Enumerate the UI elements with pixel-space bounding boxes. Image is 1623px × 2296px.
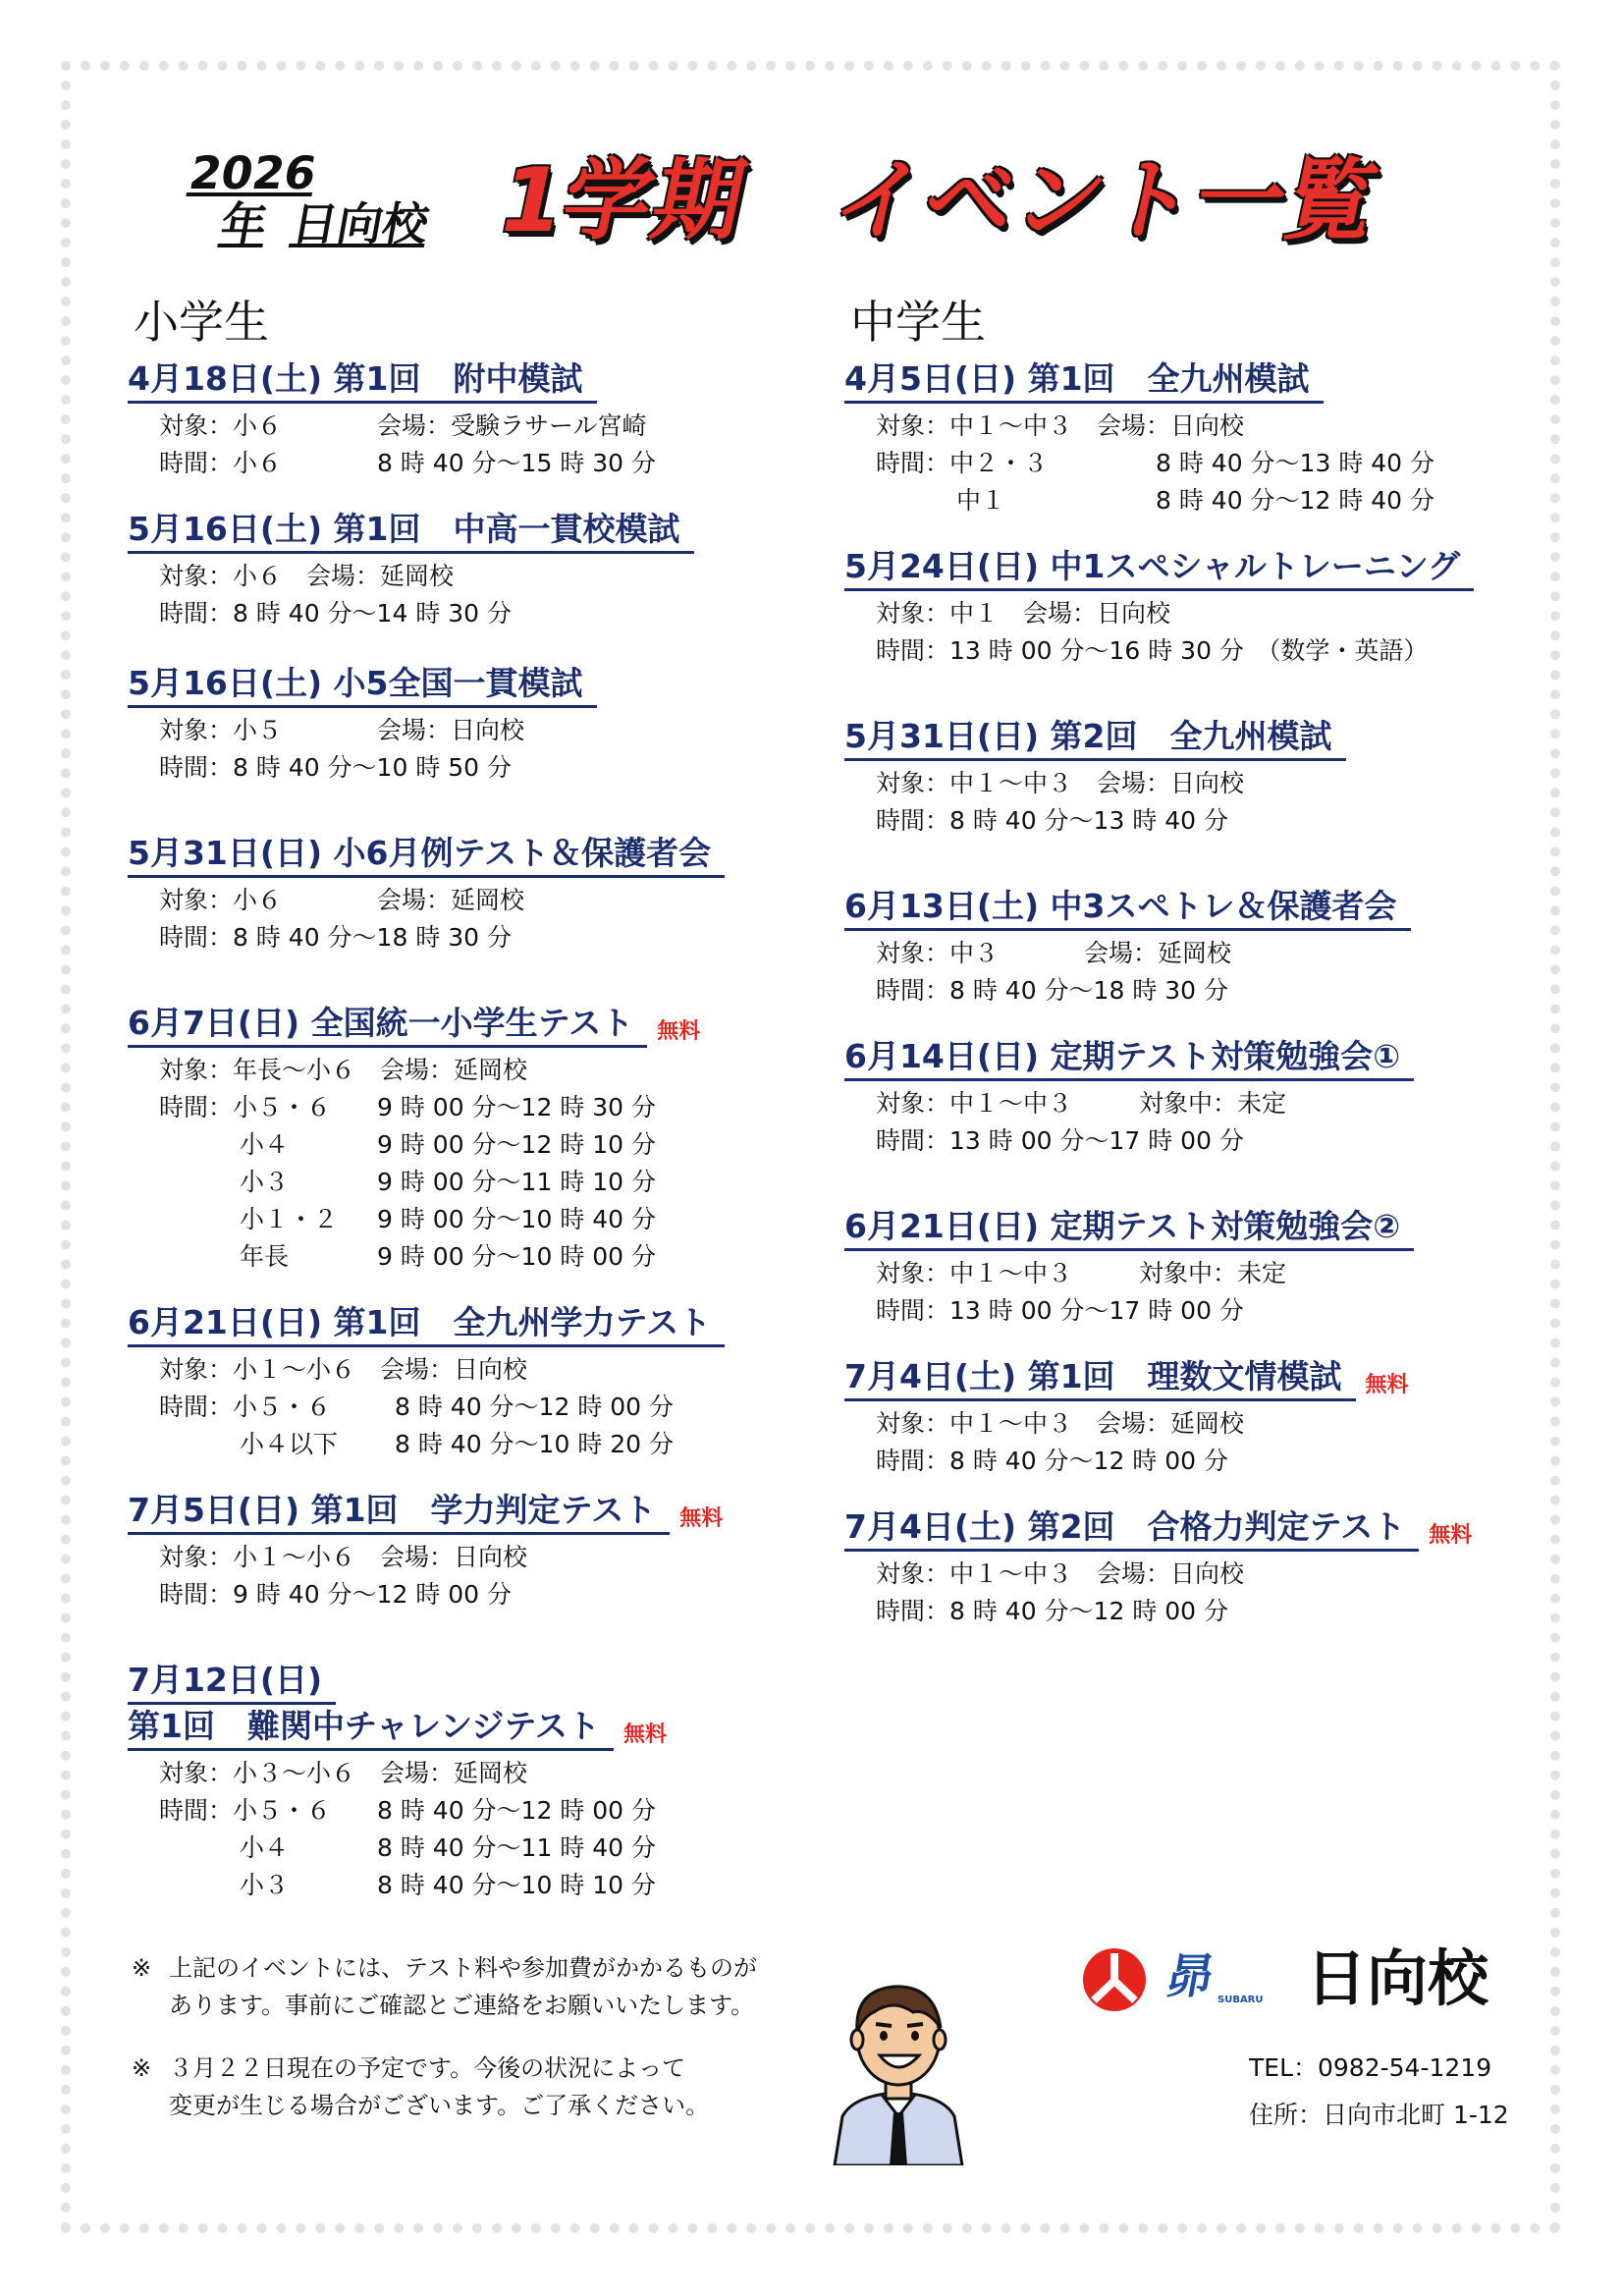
event-row [844, 765, 1532, 802]
notes [132, 1949, 839, 2150]
row-key: 小１・２ [240, 1205, 339, 1233]
row-value: 8 時 40 分～12 時 00 分 [395, 1393, 675, 1421]
row-key: 対象：中１ 会場：日向校 [876, 599, 1171, 628]
event-title-text: 第1回 難関中チャレンジテスト [128, 1707, 601, 1745]
event-title: 6月14日(日) 定期テスト対策勉強会① [844, 1035, 1414, 1081]
row-value: 9 時 00 分～12 時 10 分 [377, 1130, 657, 1159]
elementary-heading: 小学生 [134, 296, 269, 349]
event-title: 4月18日(土) 第1回 附中模試 [128, 357, 597, 404]
row-value: 8 時 40 分～12 時 40 分 [1156, 486, 1435, 515]
row-value: 8 時 40 分～13 時 40 分 [1156, 449, 1435, 477]
event-row [844, 1085, 1532, 1122]
row-key: 時間：8 時 40 分～18 時 30 分 [159, 923, 513, 952]
row-key: 時間：8 時 40 分～12 時 00 分 [876, 1597, 1229, 1625]
event-row [844, 445, 1532, 482]
event-item [128, 662, 795, 787]
contact-info [1249, 2045, 1509, 2139]
row-key: 対象：中３ [876, 939, 1000, 967]
student-illustration-icon [825, 1969, 972, 2165]
event-title: 5月16日(土) 第1回 中高一貫校模試 [128, 508, 694, 554]
subaru-logo-icon [1080, 1945, 1149, 2014]
event-row [844, 935, 1532, 972]
address: 住所：日向市北町 1-12 [1249, 2101, 1509, 2129]
event-row [128, 1755, 795, 1792]
event-row [128, 1126, 795, 1164]
event-item [128, 357, 795, 482]
event-title: 5月24日(日) 中1スペシャルトレーニング [844, 545, 1474, 591]
event-row [844, 1443, 1532, 1480]
event-row [128, 1089, 795, 1126]
event-title-text: 7月4日(土) 第1回 理数文情模試 [844, 1357, 1342, 1395]
event-row [128, 882, 795, 919]
row-key: 対象：中１～中３ 会場：日向校 [876, 769, 1245, 797]
row-key: 時間：9 時 40 分～12 時 00 分 [159, 1580, 513, 1609]
event-title: 6月13日(土) 中3スペトレ＆保護者会 [844, 885, 1411, 931]
row-key: 小４ [240, 1130, 290, 1159]
row-key: 対象：小５ [159, 716, 283, 744]
event-title: 6月21日(日) 定期テスト対策勉強会② [844, 1205, 1414, 1251]
row-key: 対象：小１～小６ 会場：日向校 [159, 1543, 528, 1571]
event-row [844, 1292, 1532, 1330]
event-title [844, 1505, 1419, 1552]
row-key: 対象：中１～中３ 会場：日向校 [876, 1559, 1245, 1588]
event-row [844, 595, 1532, 632]
row-value: 8 時 40 分～11 時 40 分 [377, 1833, 657, 1862]
row-key: 時間：13 時 00 分～16 時 30 分 （数学・英語） [876, 636, 1429, 665]
event-row [128, 408, 795, 445]
event-item [844, 885, 1532, 1010]
row-value: 会場：延岡校 [1084, 939, 1232, 967]
brand-sub: SUBARU [1217, 1995, 1264, 2005]
header-school: 日向校 [288, 197, 433, 250]
event-item [128, 1659, 795, 1904]
row-key: 対象：中１～中３ 会場：日向校 [876, 411, 1245, 440]
event-item [128, 508, 795, 632]
row-key: 対象：中１～中３ [876, 1089, 1073, 1118]
event-item [128, 1002, 795, 1276]
row-key: 時間：小６ [159, 449, 283, 477]
junior-high-heading: 中学生 [850, 296, 986, 349]
event-title: 4月5日(日) 第1回 全九州模試 [844, 357, 1324, 404]
row-key: 対象：小６ 会場：延岡校 [159, 562, 455, 590]
event-title: 5月31日(日) 第2回 全九州模試 [844, 715, 1346, 761]
row-value: 8 時 40 分～12 時 00 分 [377, 1796, 657, 1825]
note-mark: ※ [132, 1954, 152, 1982]
event-row [844, 1556, 1532, 1593]
row-key: 年長 [240, 1242, 290, 1271]
row-value: 8 時 40 分～10 時 20 分 [395, 1430, 675, 1458]
note-item [132, 1949, 839, 2024]
free-badge: 無料 [1365, 1373, 1409, 1397]
event-item [844, 1505, 1532, 1630]
elementary-column [128, 295, 795, 1930]
event-item [844, 545, 1532, 670]
event-title [844, 1355, 1356, 1401]
event-row [844, 408, 1532, 445]
page-title: 1学期 イベント一覧 [489, 149, 1388, 252]
row-value: 9 時 00 分～10 時 40 分 [377, 1205, 657, 1233]
free-badge: 無料 [1429, 1523, 1473, 1548]
event-row [128, 1389, 795, 1426]
note-line: 変更が生じる場合がございます。ご了承ください。 [169, 2092, 710, 2119]
event-row [128, 1426, 795, 1463]
event-row [128, 919, 795, 957]
row-key: 時間：中２・３ [876, 449, 1049, 477]
event-row [844, 1593, 1532, 1630]
event-title: 5月16日(土) 小5全国一貫模試 [128, 662, 597, 708]
event-item [128, 1489, 795, 1613]
junior-high-column [844, 295, 1532, 1656]
footer-logo [1080, 1940, 1522, 2028]
row-key: 時間：小５・６ [159, 1093, 332, 1121]
event-item [128, 1301, 795, 1463]
event-item [844, 357, 1532, 519]
note-mark: ※ [132, 2054, 152, 2082]
event-title-text: 7月4日(土) 第2回 合格力判定テスト [844, 1507, 1406, 1546]
event-row [128, 1238, 795, 1276]
header-year: 2026 年 [185, 146, 321, 250]
row-value: 9 時 00 分～11 時 10 分 [377, 1168, 657, 1196]
row-key: 時間：8 時 40 分～18 時 30 分 [876, 976, 1229, 1005]
row-value: 対象中：未定 [1139, 1259, 1287, 1287]
event-row [128, 1351, 795, 1389]
event-row [844, 1405, 1532, 1443]
note-line: あります。事前にご確認とご連絡をお願いいたします。 [169, 1992, 755, 2019]
row-key: 時間：8 時 40 分～14 時 30 分 [159, 599, 513, 628]
event-item [844, 1035, 1532, 1160]
row-key: 時間：8 時 40 分～12 時 00 分 [876, 1447, 1229, 1475]
event-row [128, 1867, 795, 1904]
event-title: 5月31日(日) 小6月例テスト＆保護者会 [128, 832, 725, 878]
free-badge: 無料 [679, 1506, 724, 1531]
event-item [844, 1205, 1532, 1330]
event-title [128, 1489, 670, 1535]
event-row [128, 1201, 795, 1238]
event-row [844, 802, 1532, 840]
row-value: 9 時 00 分～10 時 00 分 [377, 1242, 657, 1271]
event-title-text: 7月5日(日) 第1回 学力判定テスト [128, 1491, 657, 1529]
row-value: 対象中：未定 [1139, 1089, 1287, 1118]
event-row [128, 1576, 795, 1613]
event-row [128, 749, 795, 787]
row-value: 9 時 00 分～12 時 30 分 [377, 1093, 657, 1121]
row-key: 時間：13 時 00 分～17 時 00 分 [876, 1296, 1244, 1325]
row-key: 小３ [240, 1871, 290, 1899]
event-title: 6月21日(日) 第1回 全九州学力テスト [128, 1301, 725, 1347]
note-text [169, 1949, 757, 2024]
tel: TEL：0982-54-1219 [1249, 2053, 1492, 2082]
row-key: 小４ [240, 1833, 290, 1862]
event-row [128, 595, 795, 632]
event-row [128, 1830, 795, 1867]
row-key: 小３ [240, 1168, 290, 1196]
row-key: 対象：小３～小６ 会場：延岡校 [159, 1759, 528, 1787]
event-item [128, 832, 795, 957]
event-row [844, 972, 1532, 1010]
event-item [844, 1355, 1532, 1480]
row-key: 対象：小６ [159, 411, 283, 440]
event-row [128, 1164, 795, 1201]
row-key: 対象：中１～中３ [876, 1259, 1073, 1287]
row-key: 小４以下 [240, 1430, 339, 1458]
row-key: 対象：年長～小６ 会場：延岡校 [159, 1056, 528, 1084]
note-line: 上記のイベントには、テスト料や参加費がかかるものが [169, 1954, 758, 1982]
row-value: 8 時 40 分～15 時 30 分 [377, 449, 657, 477]
event-title-line1: 7月12日(日) [128, 1659, 336, 1705]
row-value: 会場：延岡校 [377, 886, 525, 914]
event-row [128, 1539, 795, 1576]
event-title-text: 6月7日(日) 全国統一小学生テスト [128, 1004, 634, 1042]
event-title-line2 [128, 1705, 614, 1751]
row-key: 時間：8 時 40 分～10 時 50 分 [159, 753, 513, 782]
brand-name: 昴 [1162, 1949, 1218, 2004]
row-value: 会場：受験ラサール宮崎 [377, 411, 647, 440]
row-key: 時間：8 時 40 分～13 時 40 分 [876, 806, 1229, 835]
event-row [844, 1122, 1532, 1160]
footer-school-name: 日向校 [1306, 1942, 1489, 2014]
event-title [128, 1002, 647, 1048]
row-key: 対象：小６ [159, 886, 283, 914]
event-item [844, 715, 1532, 840]
note-line: ３月２２日現在の予定です。今後の状況によって [169, 2054, 686, 2082]
event-row [128, 712, 795, 749]
event-row [844, 632, 1532, 670]
row-key: 時間：小５・６ [159, 1393, 332, 1421]
event-row [128, 1052, 795, 1089]
row-key: 時間：小５・６ [159, 1796, 332, 1825]
event-row [128, 558, 795, 595]
row-key: 中１ [956, 486, 1006, 515]
event-row [844, 482, 1532, 519]
free-badge: 無料 [657, 1019, 701, 1044]
event-row [844, 1255, 1532, 1292]
row-key: 対象：中１～中３ 会場：延岡校 [876, 1409, 1245, 1438]
event-row [128, 445, 795, 482]
row-value: 8 時 40 分～10 時 10 分 [377, 1871, 657, 1899]
row-key: 対象：小１～小６ 会場：日向校 [159, 1355, 528, 1384]
event-row [128, 1792, 795, 1830]
row-value: 会場：日向校 [377, 716, 525, 744]
note-text [169, 2050, 709, 2124]
row-key: 時間：13 時 00 分～17 時 00 分 [876, 1126, 1244, 1155]
free-badge: 無料 [623, 1722, 668, 1747]
note-item [132, 2050, 839, 2124]
